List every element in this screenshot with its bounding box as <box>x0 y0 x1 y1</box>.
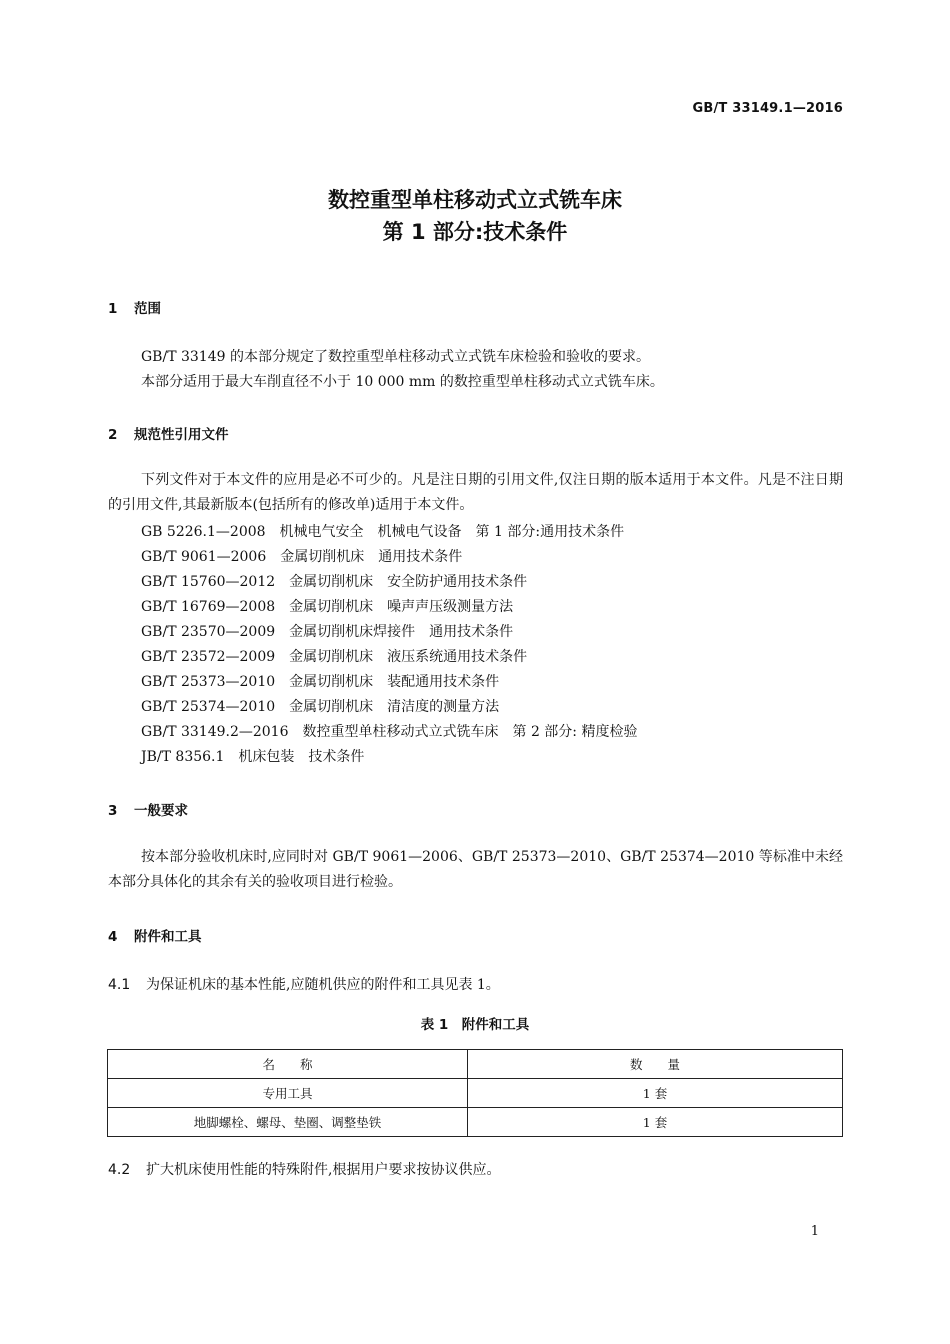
accessories-table <box>107 1049 843 1137</box>
section-1-paragraph-1: GB/T 33149 的本部分规定了数控重型单柱移动式立式铣车床检验和验收的要求。 <box>141 349 650 365</box>
table-cell: 1 套 <box>468 1108 843 1137</box>
section-4-heading <box>108 925 202 945</box>
reference-item <box>141 571 527 591</box>
reference-title: 机械电气安全 机械电气设备 第 1 部分:通用技术条件 <box>279 524 625 540</box>
table-cell: 地脚螺栓、螺母、垫圈、调整垫铁 <box>108 1108 468 1137</box>
reference-code: GB/T 23570—2009 <box>141 624 276 640</box>
reference-code: JB/T 8356.1 <box>141 749 225 765</box>
reference-code: GB/T 9061—2006 <box>141 549 267 565</box>
section-1-paragraph-2: 本部分适用于最大车削直径不小于 10 000 mm 的数控重型单柱移动式立式铣车床。 <box>141 374 664 390</box>
reference-code: GB/T 15760—2012 <box>141 574 276 590</box>
reference-code: GB/T 25373—2010 <box>141 674 276 690</box>
reference-title: 金属切削机床 通用技术条件 <box>280 549 463 565</box>
reference-code: GB/T 16769—2008 <box>141 599 276 615</box>
reference-item <box>141 621 513 641</box>
reference-item <box>141 646 527 666</box>
reference-code: GB/T 25374—2010 <box>141 699 276 715</box>
reference-code: GB/T 23572—2009 <box>141 649 276 665</box>
table-cell: 专用工具 <box>108 1079 468 1108</box>
table-header-row <box>108 1050 843 1079</box>
section-number: 1 <box>108 301 118 317</box>
section-2-heading <box>108 423 229 443</box>
reference-title: 金属切削机床 装配通用技术条件 <box>289 674 500 690</box>
reference-title: 金属切削机床 清洁度的测量方法 <box>289 699 500 715</box>
clause-text: 为保证机床的基本性能,应随机供应的附件和工具见表 1。 <box>146 977 500 993</box>
reference-title: 金属切削机床 液压系统通用技术条件 <box>289 649 528 665</box>
section-3-heading <box>108 799 188 819</box>
column-header-name: 名 称 <box>108 1050 468 1079</box>
reference-item <box>141 671 499 691</box>
clause-number: 4.1 <box>108 977 131 993</box>
clause-4-2 <box>108 1159 500 1179</box>
section-number: 2 <box>108 427 118 443</box>
reference-item <box>141 721 637 741</box>
section-number: 3 <box>108 803 118 819</box>
reference-item <box>141 546 462 566</box>
reference-item <box>141 521 624 541</box>
reference-item <box>141 596 513 616</box>
reference-title: 数控重型单柱移动式立式铣车床 第 2 部分: 精度检验 <box>302 724 638 740</box>
reference-item <box>141 696 499 716</box>
section-2-intro: 下列文件对于本文件的应用是必不可少的。凡是注日期的引用文件,仅注日期的版本适用于本文件。凡是不注日期的引用文件,其最新版本(包括所有的修改单)适用于本文件。 <box>108 472 843 513</box>
standard-code: GB/T 33149.1—2016 <box>692 101 843 116</box>
clause-number: 4.2 <box>108 1162 131 1178</box>
doc-title-line2: 第 1 部分:技术条件 <box>382 220 568 244</box>
reference-code: GB 5226.1—2008 <box>141 524 266 540</box>
doc-title-line1: 数控重型单柱移动式立式铣车床 <box>328 188 622 212</box>
section-3-text: 按本部分验收机床时,应同时对 GB/T 9061—2006、GB/T 25373—2010、GB/T 25374—2010 等标准中未经本部分具体化的其余有关的验收项目进行检验。 <box>108 849 843 890</box>
clause-text: 扩大机床使用性能的特殊附件,根据用户要求按协议供应。 <box>146 1162 501 1178</box>
reference-title: 金属切削机床 噪声声压级测量方法 <box>289 599 514 615</box>
table-row <box>108 1108 843 1137</box>
reference-title: 机床包装 技术条件 <box>238 749 365 765</box>
section-title: 附件和工具 <box>134 929 202 945</box>
section-title: 规范性引用文件 <box>134 427 229 443</box>
table-cell: 1 套 <box>468 1079 843 1108</box>
section-title: 范围 <box>134 301 161 317</box>
section-number: 4 <box>108 929 118 945</box>
table-row <box>108 1079 843 1108</box>
column-header-quantity: 数 量 <box>468 1050 843 1079</box>
reference-item <box>141 746 364 766</box>
reference-title: 金属切削机床焊接件 通用技术条件 <box>289 624 514 640</box>
reference-title: 金属切削机床 安全防护通用技术条件 <box>289 574 528 590</box>
table-caption: 表 1 附件和工具 <box>420 1017 530 1033</box>
section-1-heading <box>108 297 161 317</box>
page-number: 1 <box>810 1224 819 1239</box>
clause-4-1 <box>108 974 500 994</box>
reference-code: GB/T 33149.2—2016 <box>141 724 289 740</box>
section-title: 一般要求 <box>134 803 188 819</box>
